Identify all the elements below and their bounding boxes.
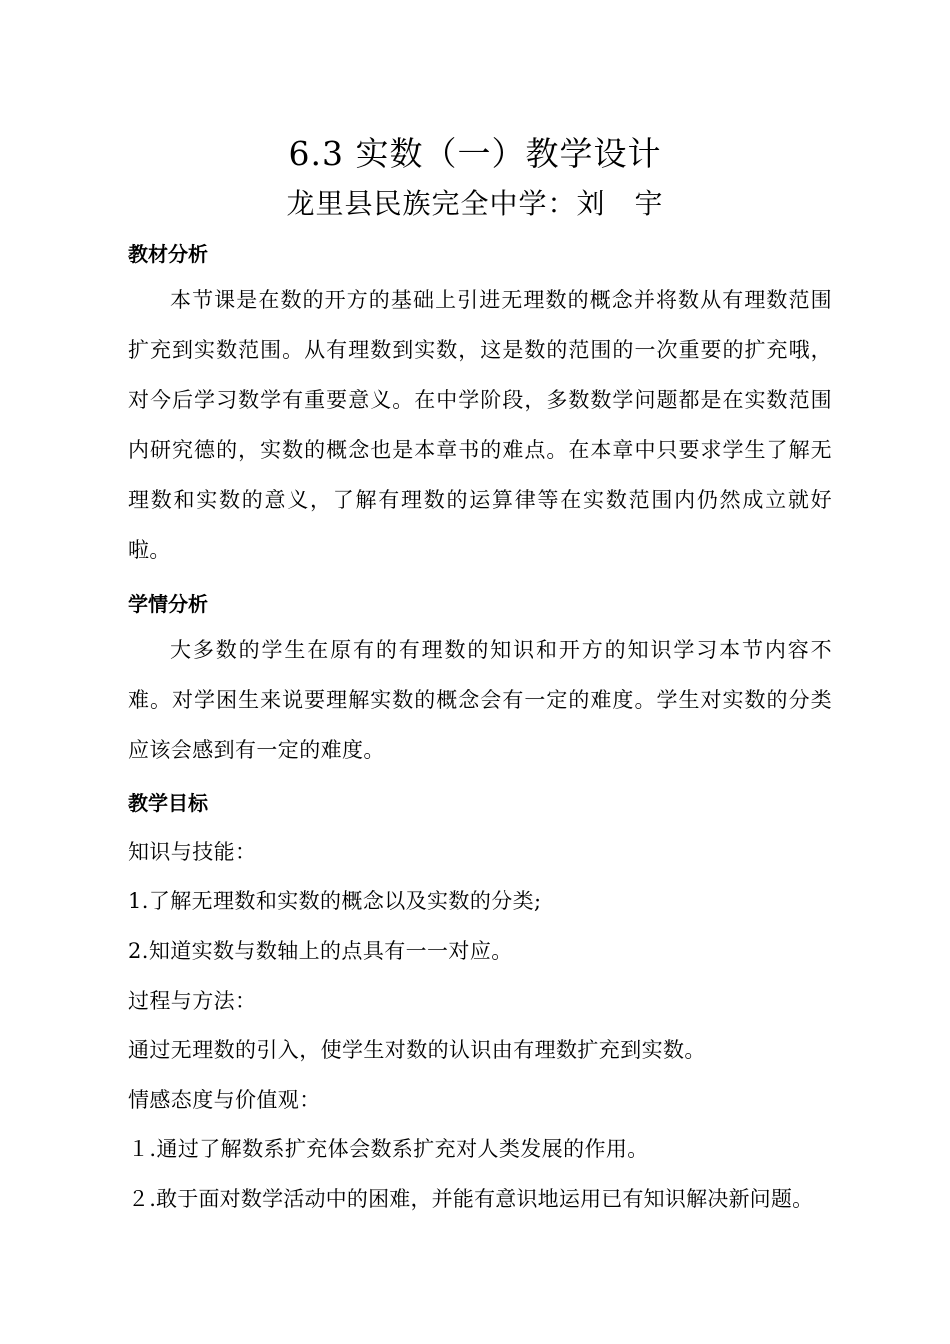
paragraph-student-analysis: 大多数的学生在原有的有理数的知识和开方的知识学习本节内容不难。对学困生来说要理解实数的概念会有一定的难度。学生对实数的分类应该会感到有一定的难度。	[128, 638, 832, 762]
knowledge-label: 知识与技能：	[128, 840, 257, 864]
emotion-item: ２.敢于面对数学活动中的困难，并能有意识地运用已有知识解决新问题。	[128, 1187, 814, 1211]
emotion-label: 情感态度与价值观：	[128, 1088, 321, 1112]
process-label: 过程与方法：	[128, 989, 257, 1013]
document-author: 龙里县民族完全中学：刘 宇	[286, 187, 664, 220]
knowledge-item: 2.知道实数与数轴上的点具有一一对应。	[128, 939, 513, 963]
emotion-item: １.通过了解数系扩充体会数系扩充对人类发展的作用。	[128, 1137, 649, 1161]
document-title: 6.3 实数（一）教学设计	[288, 134, 662, 173]
heading-textbook-analysis: 教材分析	[128, 242, 208, 266]
heading-teaching-goals: 教学目标	[128, 791, 208, 815]
paragraph-textbook-analysis: 本节课是在数的开方的基础上引进无理数的概念并将数从有理数范围扩充到实数范围。从有理数到实数，这是数的范围的一次重要的扩充哦，对今后学习数学有重要意义。在中学阶段，多数数学问题都是在实数范围内研究德的，实数的概念也是本章书的难点。在本章中只要求学生了解无理数和实数的意义，了解有理数的运算律等在实数范围内仍然成立就好啦。	[128, 288, 832, 562]
knowledge-item: 1.了解无理数和实数的概念以及实数的分类;	[128, 889, 542, 913]
process-text: 通过无理数的引入，使学生对数的认识由有理数扩充到实数。	[128, 1038, 706, 1062]
heading-student-analysis: 学情分析	[128, 592, 208, 616]
